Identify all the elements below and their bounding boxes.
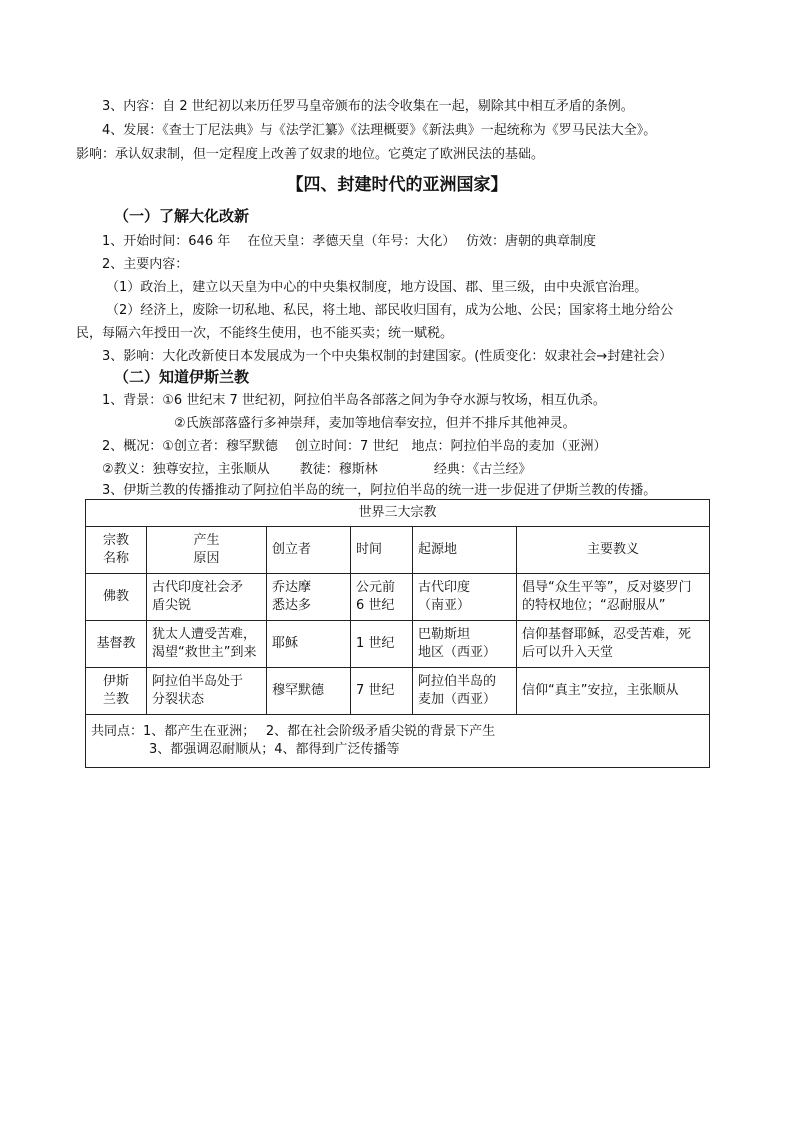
common-points-line-1: 共同点：1、都产生在亚洲； 2、都在社会阶级矛盾尖锐的背景下产生 — [91, 724, 496, 739]
law-impact-line: 影响：承认奴隶制，但一定程度上改善了奴隶的地位。它奠定了欧洲民法的基础。 — [76, 147, 545, 162]
cell-founder: 乔达摩 悉达多 — [267, 574, 351, 621]
subsection-islam-title: （二）知道伊斯兰教 — [114, 368, 250, 386]
islam-line-4: ②教义：独尊安拉，主张顺从 教徒：穆斯林 经典：《古兰经》 — [102, 462, 532, 477]
islam-line-2: ②氏族部落盛行多神崇拜，麦加等地信奉安拉，但并不排斥其他神灵。 — [174, 416, 576, 431]
cell-religion: 基督教 — [86, 621, 147, 668]
table-row — [86, 621, 710, 668]
cell-founder: 耶稣 — [267, 621, 351, 668]
islam-line-3: 2、概况：①创立者：穆罕默德 创立时间：7 世纪 地点：阿拉伯半岛的麦加（亚洲） — [102, 439, 607, 454]
common-points-cell — [86, 715, 710, 768]
law-development-line: 4、发展：《查士丁尼法典》与《法学汇纂》《法理概要》《新法典》一起统称为《罗马民法大全》。 — [102, 123, 657, 138]
table-row — [86, 574, 710, 621]
cell-cause: 古代印度社会矛 盾尖锐 — [147, 574, 267, 621]
cell-religion: 伊斯 兰教 — [86, 668, 147, 715]
cell-time: 公元前 6 世纪 — [351, 574, 413, 621]
subsection-taika-title: （一）了解大化改新 — [114, 207, 250, 225]
cell-time: 7 世纪 — [351, 668, 413, 715]
cell-doctrine: 信仰“真主”安拉，主张顺从 — [517, 668, 710, 715]
islam-line-5: 3、伊斯兰教的传播推动了阿拉伯半岛的统一，阿拉伯半岛的统一进一步促进了伊斯兰教的传播。 — [102, 483, 657, 498]
cell-cause: 犹太人遭受苦难， 渴望“救世主”到来 — [147, 621, 267, 668]
taika-line-1: 1、开始时间：646 年 在位天皇：孝德天皇（年号：大化） 仿效：唐朝的典章制度 — [102, 234, 596, 249]
header-cause: 产生 原因 — [147, 527, 267, 574]
cell-origin: 古代印度 （南亚） — [413, 574, 517, 621]
cell-origin: 阿拉伯半岛的 麦加（西亚） — [413, 668, 517, 715]
header-time: 时间 — [351, 527, 413, 574]
islam-line-1: 1、背景：①6 世纪末 7 世纪初，阿拉伯半岛各部落之间为争夺水源与牧场，相互仇杀。 — [102, 393, 606, 408]
cell-origin: 巴勒斯坦 地区（西亚） — [413, 621, 517, 668]
cell-doctrine: 信仰基督耶稣，忍受苦难，死 后可以升入天堂 — [517, 621, 710, 668]
law-content-line: 3、内容：自 2 世纪初以来历任罗马皇帝颁布的法令收集在一起，剔除其中相互矛盾的条例。 — [102, 99, 634, 114]
taika-line-6: 3、影响：大化改新使日本发展成为一个中央集权制的封建国家。(性质变化：奴隶社会→封建社会） — [102, 349, 673, 364]
table-row — [86, 668, 710, 715]
header-religion: 宗教 名称 — [86, 527, 147, 574]
taika-line-3: （1）政治上，建立以天皇为中心的中央集权制度，地方设国、郡、里三级，由中央派官治理。 — [106, 280, 648, 295]
cell-time: 1 世纪 — [351, 621, 413, 668]
cell-doctrine: 倡导“众生平等”，反对婆罗门 的特权地位；“忍耐服从” — [517, 574, 710, 621]
header-doctrine: 主要教义 — [517, 527, 710, 574]
cell-founder: 穆罕默德 — [267, 668, 351, 715]
taika-line-4: （2）经济上，废除一切私地、私民，将土地、部民收归国有，成为公地、公民；国家将土地分给公 — [106, 303, 674, 318]
table-caption: 世界三大宗教 — [86, 500, 710, 527]
common-points-line-2: 3、都强调忍耐顺从；4、都得到广泛传播等 — [149, 742, 400, 757]
header-founder: 创立者 — [267, 527, 351, 574]
header-origin: 起源地 — [413, 527, 517, 574]
taika-line-2: 2、主要内容： — [102, 257, 189, 272]
world-religions-table — [85, 499, 710, 768]
cell-religion: 佛教 — [86, 574, 147, 621]
section-heading: 【四、封建时代的亚洲国家】 — [286, 175, 508, 195]
taika-line-5: 民，每隔六年授田一次，不能终生使用，也不能买卖；统一赋税。 — [76, 326, 454, 341]
cell-cause: 阿拉伯半岛处于 分裂状态 — [147, 668, 267, 715]
